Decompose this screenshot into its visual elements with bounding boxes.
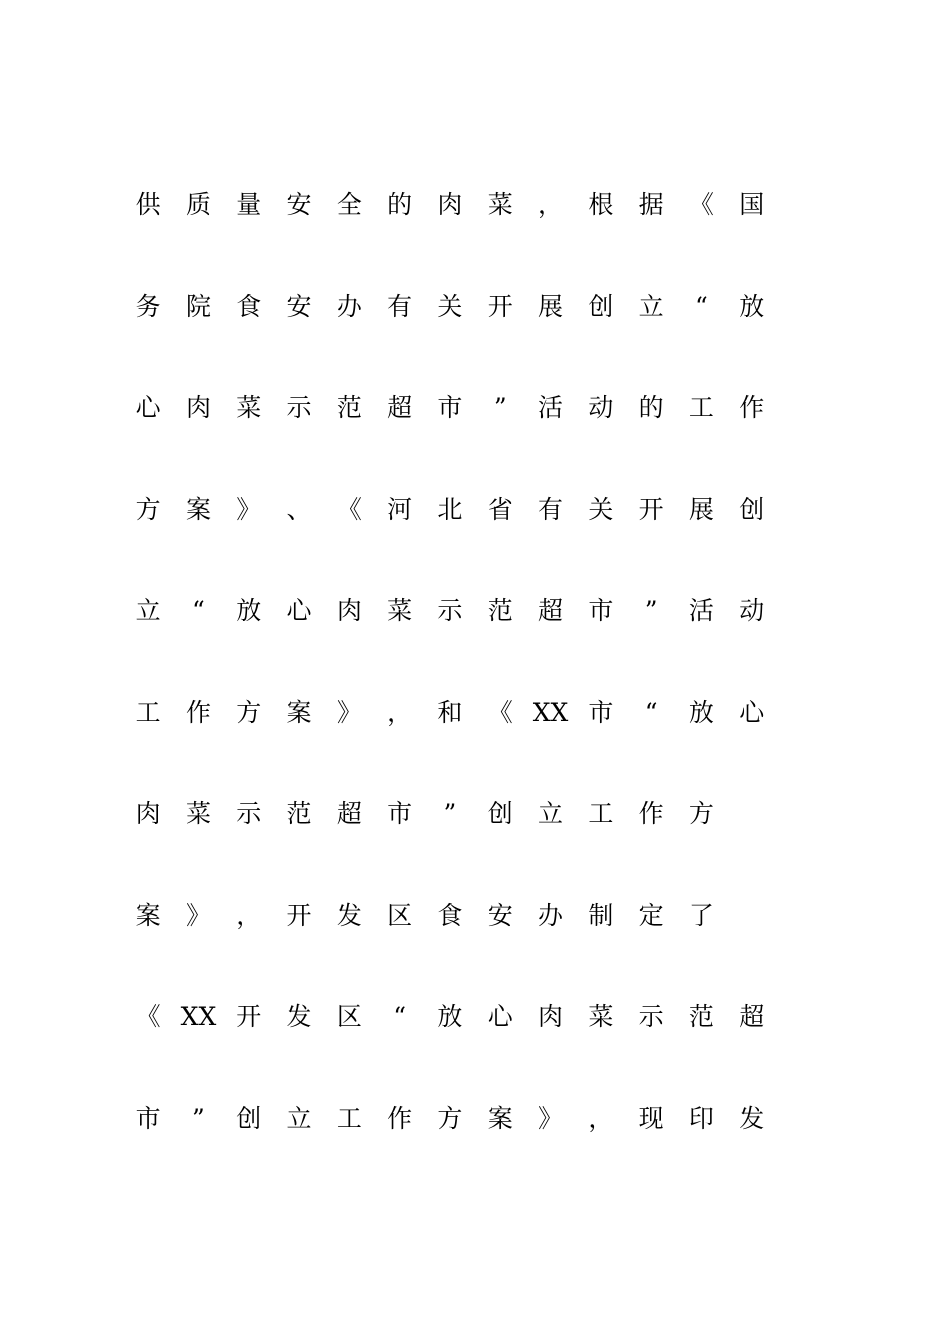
text-char: 院	[185, 291, 211, 321]
text-char: 务	[135, 291, 161, 321]
text-char: 作	[638, 799, 664, 828]
text-char: 了	[688, 900, 714, 930]
text-char: 办	[538, 900, 564, 930]
text-char: 菜	[588, 1002, 614, 1031]
text-char: 印	[688, 1103, 714, 1133]
text-char: 动	[739, 596, 765, 625]
text-char: 市	[588, 596, 614, 625]
text-char: 区	[387, 900, 413, 930]
text-char: 创	[236, 1103, 262, 1133]
text-char: 北	[437, 494, 463, 524]
text-char: 省	[487, 494, 513, 524]
text-char: 定	[638, 900, 664, 930]
text-char: 《	[336, 494, 362, 524]
text-char: 创	[588, 291, 614, 321]
text-char: 示	[437, 596, 463, 625]
document-body	[123, 180, 783, 1195]
text-char: 肉	[538, 1002, 564, 1031]
text-char: 方	[135, 494, 161, 524]
text-char: 国	[739, 190, 765, 219]
text-char: 和	[437, 697, 463, 727]
text-char: 作	[387, 1103, 413, 1133]
text-char: 立	[286, 1103, 312, 1133]
text-char: ”	[493, 393, 507, 422]
text-line	[123, 282, 783, 384]
text-char: 工	[588, 799, 614, 828]
text-line	[123, 1094, 783, 1196]
text-char: 范	[688, 1002, 714, 1031]
text-char: 立	[638, 291, 664, 321]
text-char: ，	[387, 697, 413, 727]
text-char: 根	[588, 190, 614, 219]
text-char: XX	[532, 697, 569, 727]
text-char: 范	[286, 799, 312, 828]
text-char: “	[192, 596, 205, 625]
text-char: 案	[135, 900, 161, 930]
text-char: 案	[487, 1103, 513, 1133]
text-char: 安	[286, 291, 312, 321]
text-char: 》	[185, 900, 211, 930]
text-char: 发	[336, 900, 362, 930]
text-char: 食	[437, 900, 463, 930]
text-line	[123, 789, 783, 891]
text-char: 制	[588, 900, 614, 930]
text-char: 安	[286, 190, 312, 219]
text-char: 的	[387, 190, 413, 219]
text-char: 供	[135, 190, 161, 219]
text-char: 作	[739, 393, 765, 422]
text-char: 方	[236, 697, 262, 727]
text-char: 案	[286, 697, 312, 727]
text-char: 量	[236, 190, 262, 219]
text-char: 放	[437, 1002, 463, 1031]
text-char: 》	[538, 1103, 564, 1133]
text-char: 放	[739, 291, 765, 321]
text-char: 市	[437, 393, 463, 422]
text-char: 范	[487, 596, 513, 625]
text-char: 立	[538, 799, 564, 828]
text-char: “	[393, 1002, 407, 1031]
text-char: 开	[487, 291, 513, 321]
text-char: 》	[236, 494, 262, 524]
text-char: 活	[688, 596, 714, 625]
text-char: 动	[588, 393, 614, 422]
text-char: 肉	[437, 190, 463, 219]
text-char: 超	[336, 799, 362, 828]
text-char: 心	[487, 1002, 513, 1031]
text-char: 质	[185, 190, 211, 219]
text-char: 办	[336, 291, 362, 321]
text-char: 菜	[185, 799, 211, 828]
text-char: 示	[638, 1002, 664, 1031]
text-char: 菜	[236, 393, 262, 422]
text-char: 开	[236, 1002, 262, 1031]
text-char: ，	[538, 190, 564, 219]
text-char: 市	[135, 1103, 161, 1133]
text-char: 菜	[387, 596, 413, 625]
text-char: 有	[387, 291, 413, 321]
text-char: 食	[236, 291, 262, 321]
text-char: 有	[538, 494, 564, 524]
text-char: 肉	[185, 393, 211, 422]
text-char: 活	[538, 393, 564, 422]
text-char: 示	[286, 393, 312, 422]
text-char: 超	[538, 596, 564, 625]
text-char: 全	[336, 190, 362, 219]
text-char: 工	[688, 393, 714, 422]
text-char: 创	[739, 494, 765, 524]
text-char: 市	[588, 697, 614, 727]
text-char: 据	[638, 190, 664, 219]
text-char: 心	[739, 697, 765, 727]
text-char: 肉	[135, 799, 161, 828]
text-char: ”	[443, 799, 457, 828]
text-char: 菜	[487, 190, 513, 219]
text-char: ”	[192, 1103, 205, 1133]
text-char: 肉	[336, 596, 362, 625]
text-char: 展	[688, 494, 714, 524]
text-char: 工	[336, 1103, 362, 1133]
text-char: 现	[638, 1103, 664, 1133]
text-char: 河	[387, 494, 413, 524]
text-char: 》	[336, 697, 362, 727]
text-char: 作	[185, 697, 211, 727]
text-char: 放	[688, 697, 714, 727]
text-char: 市	[387, 799, 413, 828]
text-char: 超	[739, 1002, 765, 1031]
text-char: 展	[538, 291, 564, 321]
text-char: 心	[135, 393, 161, 422]
text-line	[123, 586, 783, 688]
text-char: 放	[236, 596, 262, 625]
text-char: 发	[739, 1103, 765, 1133]
text-line	[123, 180, 783, 282]
text-char: 的	[638, 393, 664, 422]
text-char: 立	[135, 596, 161, 625]
text-char: ，	[236, 900, 262, 930]
text-line	[123, 992, 783, 1094]
text-char: 超	[387, 393, 413, 422]
text-char: 方	[688, 799, 714, 828]
text-char: ，	[588, 1103, 614, 1133]
text-char: 示	[236, 799, 262, 828]
text-line	[123, 891, 783, 993]
text-char: “	[644, 697, 658, 727]
text-char: 区	[336, 1002, 362, 1031]
text-char: 发	[286, 1002, 312, 1031]
text-char: 开	[638, 494, 664, 524]
text-line	[123, 485, 783, 587]
text-char: 、	[286, 494, 312, 524]
text-char: 关	[437, 291, 463, 321]
text-char: 工	[135, 697, 161, 727]
text-char: 《	[487, 697, 513, 727]
text-char: 《	[135, 1002, 161, 1031]
text-char: ”	[644, 596, 658, 625]
text-char: 安	[487, 900, 513, 930]
text-char: 创	[487, 799, 513, 828]
text-char: 方	[437, 1103, 463, 1133]
text-char: 关	[588, 494, 614, 524]
text-char: 开	[286, 900, 312, 930]
text-line	[123, 383, 783, 485]
text-char: 心	[286, 596, 312, 625]
text-char: 《	[688, 190, 714, 219]
text-char: “	[695, 291, 708, 321]
text-char: 案	[185, 494, 211, 524]
text-char: 范	[336, 393, 362, 422]
text-line	[123, 688, 783, 790]
text-char: XX	[180, 1002, 217, 1031]
